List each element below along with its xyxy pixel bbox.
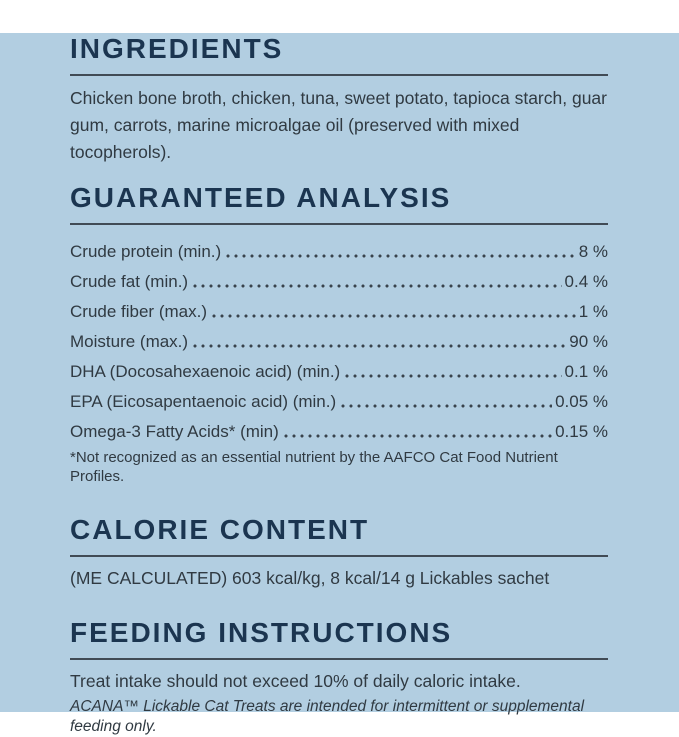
calorie-content-body: (ME CALCULATED) 603 kcal/kg, 8 kcal/14 g Lickables sachet: [70, 568, 550, 588]
analysis-row: [70, 262, 608, 292]
dotted-leader: [212, 308, 576, 318]
dotted-leader: [345, 368, 561, 378]
analysis-row: [70, 292, 608, 322]
calorie-content-title: CALORIE CONTENT: [70, 514, 370, 545]
feeding-instructions-body: Treat intake should not exceed 10% of daily caloric intake.: [70, 671, 521, 691]
analysis-row-label: Crude fiber (max.): [70, 302, 207, 321]
analysis-row: [70, 382, 608, 412]
analysis-row-label: Moisture (max.): [70, 332, 189, 351]
feeding-instructions-divider: [70, 658, 608, 660]
analysis-row-value: 0.15 %: [555, 422, 608, 441]
dotted-leader: [341, 398, 552, 408]
analysis-row: [70, 412, 608, 442]
dotted-leader: [193, 278, 561, 288]
ingredients-body: Chicken bone broth, chicken, tuna, sweet potato, tapioca starch, guar gum, carrots, marine microalgae oil (preserved with mixed tocopherols).: [70, 88, 607, 162]
analysis-row: [70, 322, 608, 352]
analysis-row-value: 8 %: [578, 242, 608, 261]
feeding-instructions-footnote: ACANA™ Lickable Cat Treats are intended for intermittent or supplemental feeding only.: [70, 698, 585, 735]
analysis-row: [70, 232, 608, 262]
ingredients-divider: [70, 74, 608, 76]
analysis-row-value: 90 %: [569, 332, 608, 351]
analysis-row-label: Crude protein (min.): [70, 242, 222, 261]
ingredients-title: INGREDIENTS: [70, 33, 284, 64]
analysis-row-value: 0.05 %: [555, 392, 608, 411]
analysis-row-label: EPA (Eicosapentaenoic acid) (min.): [70, 392, 337, 411]
guaranteed-analysis-title: GUARANTEED ANALYSIS: [70, 182, 452, 213]
guaranteed-analysis-table: [70, 232, 608, 442]
dotted-leader: [284, 428, 552, 438]
calorie-content-divider: [70, 555, 608, 557]
dotted-leader: [193, 338, 566, 348]
guaranteed-analysis-footnote: *Not recognized as an essential nutrient by the AAFCO Cat Food Nutrient Profiles.: [70, 449, 558, 485]
analysis-row-label: Omega-3 Fatty Acids* (min): [70, 422, 279, 441]
analysis-row-label: DHA (Docosahexaenoic acid) (min.): [70, 362, 341, 381]
pet-food-label: [0, 33, 679, 735]
analysis-row-value: 0.4 %: [564, 272, 608, 291]
analysis-row-value: 0.1 %: [564, 362, 608, 381]
analysis-row-value: 1 %: [578, 302, 608, 321]
analysis-row: [70, 352, 608, 382]
guaranteed-analysis-divider: [70, 223, 608, 225]
dotted-leader: [226, 248, 576, 258]
analysis-row-label: Crude fat (min.): [70, 272, 189, 291]
feeding-instructions-title: FEEDING INSTRUCTIONS: [70, 617, 453, 648]
